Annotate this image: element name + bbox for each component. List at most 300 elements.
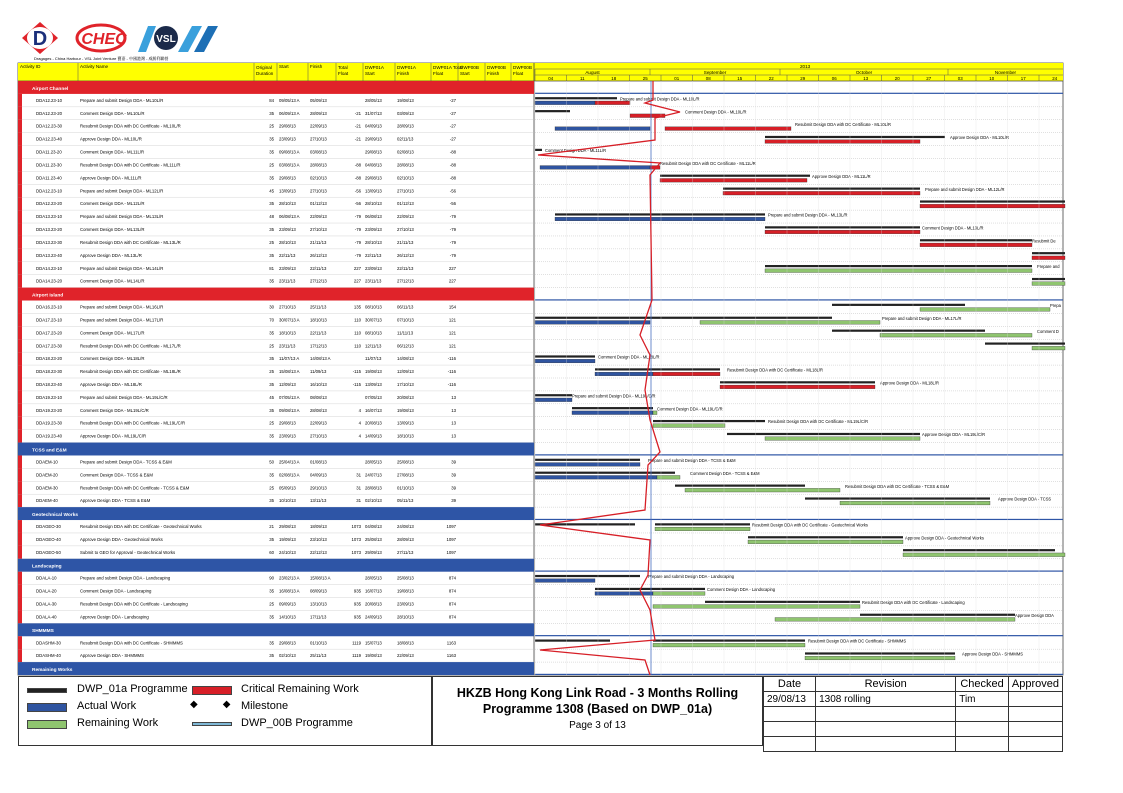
- start-date: 23/09/13: [279, 433, 296, 439]
- row-indicator: [18, 468, 22, 481]
- activity-id: DDA12.23-20: [36, 110, 63, 116]
- activity-id: DDA12.23-10: [36, 97, 63, 103]
- gantt-bar: [535, 110, 570, 112]
- gantt-bar: [535, 149, 542, 151]
- start-date: 18/10/13: [279, 330, 296, 336]
- dwp01a-finish: 28/09/13: [397, 123, 414, 129]
- dwp01a-finish: 22/11/13: [397, 265, 414, 271]
- orig-duration: 35: [269, 433, 274, 439]
- legend-critical-label: Critical Remaining Work: [241, 683, 359, 695]
- legend-remaining-label: Remaining Work: [77, 717, 159, 729]
- dwp01a-start: 19/08/13: [365, 653, 382, 659]
- rev-cell: [764, 722, 816, 737]
- gantt-bar: [535, 101, 595, 105]
- finish-date: 18/09/13: [310, 524, 327, 530]
- total-float: 1119: [352, 653, 361, 659]
- gantt-bar: [1032, 256, 1065, 260]
- start-date: 29/08/13: [279, 175, 296, 181]
- gantt-bar: [805, 656, 955, 660]
- gantt-bar-label: Resubmit De: [1032, 238, 1056, 244]
- dwp01a-float: 121: [448, 343, 456, 349]
- row-indicator: [18, 365, 22, 378]
- total-float: 1119: [352, 640, 361, 646]
- rev-cell: 29/08/13: [764, 692, 816, 707]
- row-indicator: [18, 339, 22, 352]
- gantt-bar: [685, 488, 840, 492]
- orig-duration: 35: [269, 110, 274, 116]
- dwp01a-finish: 02/11/13: [397, 136, 414, 142]
- orig-duration: 35: [269, 588, 274, 594]
- activity-id: DDA17.23-20: [36, 330, 63, 336]
- gantt-bar-label: Prepare and submit Design DDA - Landscaping: [648, 574, 735, 580]
- activity-id: DDAEM-20: [36, 472, 58, 478]
- activity-name: Resubmit Design DDA with DC Certificate - ML13L/R: [80, 239, 181, 245]
- activity-name: Approve Design DDA - ML10L/R: [80, 136, 142, 142]
- orig-duration: 35: [269, 330, 274, 336]
- gantt-bar-label: Prepare and submit Design DDA - ML10L/R: [620, 96, 700, 102]
- gantt-bar: [903, 549, 1055, 551]
- legend-dwp01a-swatch: [27, 688, 67, 693]
- rev-cell: 1308 rolling: [816, 692, 956, 707]
- gantt-bar-label: Comment Design DDA - ML10L/R: [685, 109, 747, 115]
- start-date: 15/08/13 A: [279, 369, 300, 375]
- gantt-bar-label: Resubmit Design DDA with DC Certificate - ML11L/R: [660, 160, 756, 166]
- timescale-week: 17: [1020, 76, 1026, 81]
- activity-name: Prepare and submit Design DDA - Landscaping: [80, 575, 171, 581]
- activity-name: Approve Design DDA - Geotechnical Works: [80, 536, 163, 542]
- total-float: 4: [358, 407, 361, 413]
- row-indicator: [18, 262, 22, 275]
- column-header-dwp00b-float: Float: [513, 71, 524, 76]
- gantt-bar: [535, 355, 595, 357]
- rev-cell: [1008, 692, 1062, 707]
- activity-name: Approve Design DDA - TCSS & E&M: [80, 498, 151, 504]
- dwp01a-float: -88: [449, 162, 456, 168]
- orig-duration: 25: [269, 123, 274, 129]
- dwp01a-start: 23/11/13: [365, 278, 382, 284]
- activity-name: Prepare and submit Design DDA - ML17L/R: [80, 317, 164, 323]
- gantt-bar-label: Resubmit Design DDA with DC Certificate - ML10L/R: [795, 122, 892, 128]
- row-indicator: [18, 301, 22, 314]
- finish-date: 22/09/13: [310, 420, 327, 426]
- activity-name: Comment Design DDA - Landscaping: [80, 588, 152, 594]
- activity-name: Resubmit Design DDA with DC Certificate - ML19L/C/R: [80, 420, 186, 426]
- group-band: [18, 81, 534, 94]
- finish-date: 26/12/13: [310, 252, 327, 258]
- total-float: 935: [353, 588, 361, 594]
- row-indicator: [18, 391, 22, 404]
- dwp01a-start: 08/10/13: [365, 304, 382, 310]
- activity-id: DDALA-10: [36, 575, 57, 581]
- total-float: 31: [356, 498, 361, 504]
- activity-name: Prepare and submit Design DDA - ML10L/R: [80, 97, 164, 103]
- row-indicator: [18, 249, 22, 262]
- timescale-week: 18: [611, 76, 617, 81]
- rev-cell: [956, 722, 1009, 737]
- dwp01a-start: 25/08/13: [365, 536, 382, 542]
- dwp01a-finish: 03/09/13: [397, 110, 414, 116]
- dwp01a-finish: 19/08/13: [397, 407, 414, 413]
- group-label: Geotechnical Works: [32, 512, 79, 518]
- group-band-gantt: [535, 570, 1063, 571]
- gantt-bar-label: Comment Design DDA - ML18L/R: [598, 354, 660, 360]
- gantt-bar: [655, 527, 750, 531]
- timescale-week: 27: [926, 76, 932, 81]
- activity-id: DDA18.23-40: [36, 382, 63, 388]
- dwp01a-start: 13/09/13: [365, 382, 382, 388]
- rev-cell: [764, 707, 816, 722]
- gantt-bar: [555, 217, 765, 221]
- timescale-week: 20: [894, 76, 900, 81]
- start-date: 16/08/13 A: [279, 588, 300, 594]
- activity-name: Resubmit Design DDA with DC Certificate - ML18L/R: [80, 369, 181, 375]
- timescale-week: 13: [863, 76, 869, 81]
- total-float: 227: [353, 278, 361, 284]
- row-indicator: [18, 404, 22, 417]
- start-date: 09/09/13: [279, 601, 296, 607]
- column-header-dwp00b-start: Start: [460, 71, 470, 76]
- gantt-bar: [595, 372, 653, 376]
- dwp01a-finish: 14/08/13: [397, 356, 414, 362]
- gantt-bar-label: Prepare and submit Design DDA - ML13L/R: [768, 212, 848, 218]
- activity-name: Comment Design DDA - ML17L/R: [80, 330, 145, 336]
- activity-name: Comment Design DDA - ML10L/R: [80, 110, 145, 116]
- start-date: 03/08/13 A: [279, 162, 300, 168]
- gantt-bar: [832, 330, 985, 332]
- dwp01a-start: 14/09/13: [365, 433, 382, 439]
- group-band: [18, 288, 534, 301]
- dwp01a-finish: 05/11/13: [397, 498, 414, 504]
- title-line-2: Programme 1308 (Based on DWP_01a): [482, 702, 713, 716]
- activity-id: DDA12.23-10: [36, 188, 63, 194]
- row-indicator: [18, 326, 22, 339]
- finish-date: 17/12/13: [310, 343, 327, 349]
- dwp01a-start: 04/08/13: [365, 524, 382, 530]
- dwp01a-float: -27: [449, 136, 456, 142]
- activity-id: DDA17.23-30: [36, 343, 63, 349]
- dwp01a-finish: 23/09/13: [397, 601, 414, 607]
- dwp01a-float: -27: [449, 110, 456, 116]
- column-header-orig-duration: Duration: [256, 71, 274, 76]
- total-float: 935: [353, 601, 361, 607]
- orig-duration: 35: [269, 536, 274, 542]
- gantt-bar: [660, 175, 810, 177]
- activity-id: DDA19.23-40: [36, 433, 63, 439]
- dwp01a-finish: 18/08/13: [397, 640, 414, 646]
- gantt-bar: [572, 407, 653, 409]
- total-float: 110: [354, 317, 361, 323]
- dwp01a-finish: 21/11/13: [397, 239, 414, 245]
- rev-header-revision: Revision: [816, 677, 956, 692]
- dwp01a-start: 13/09/13: [365, 188, 382, 194]
- row-indicator: [18, 133, 22, 146]
- orig-duration: 35: [269, 252, 274, 258]
- orig-duration: 45: [269, 188, 274, 194]
- start-date: 22/11/13: [279, 252, 296, 258]
- activity-name: Comment Design DDA - ML12L/R: [80, 201, 145, 207]
- start-date: 09/08/13 A: [279, 407, 300, 413]
- revision-table: [763, 676, 1063, 746]
- finish-date: 18/10/13: [310, 317, 327, 323]
- activity-name: Resubmit Design DDA with DC Certificate - Geotechnical Works: [80, 524, 202, 530]
- gantt-bar-label: Approve Design DDA - Geotechnical Works: [905, 535, 984, 541]
- finish-date: 28/08/13: [310, 162, 327, 168]
- dwp01a-finish: 07/10/13: [397, 317, 414, 323]
- activity-id: DDA12.23-30: [36, 123, 63, 129]
- orig-duration: 35: [269, 227, 274, 233]
- gantt-bar: [653, 372, 720, 376]
- activity-name: Prepare and submit Design DDA - ML19L/C/R: [80, 394, 168, 400]
- column-header-dwp00b-float: DWP00B: [513, 65, 532, 70]
- total-float: 935: [353, 614, 361, 620]
- dwp01a-finish: 22/09/13: [397, 653, 414, 659]
- activity-id: DDASHM-30: [36, 640, 61, 646]
- column-header-total-float: Float: [338, 71, 349, 76]
- activity-id: DDAGEO-50: [36, 549, 61, 555]
- row-indicator: [18, 481, 22, 494]
- column-header-orig-duration: Original: [256, 65, 272, 70]
- dwp01a-start: 12/11/13: [365, 343, 382, 349]
- gantt-bar: [805, 497, 990, 499]
- total-float: 31: [356, 485, 361, 491]
- gantt-bar: [748, 536, 903, 538]
- total-float: -79: [354, 214, 361, 220]
- rev-header-date: Date: [764, 677, 816, 692]
- finish-date: 22/12/13: [310, 549, 327, 555]
- orig-duration: 48: [269, 214, 274, 220]
- dwp01a-finish: 25/08/13: [397, 575, 414, 581]
- row-indicator: [18, 417, 22, 430]
- group-label: Airport Island: [32, 293, 64, 299]
- gantt-bar: [920, 204, 1065, 208]
- activity-id: DDASHM-40: [36, 653, 61, 659]
- activity-name: Comment Design DDA - TCSS & E&M: [80, 472, 153, 478]
- gantt-bar: [1032, 252, 1065, 254]
- start-date: 23/09/13: [279, 265, 296, 271]
- gantt-bar: [555, 127, 650, 131]
- timescale-month: September: [703, 70, 727, 75]
- orig-duration: 25: [269, 601, 274, 607]
- dwp01a-finish: 06/12/13: [397, 343, 414, 349]
- dwp01a-start: 16/07/13: [365, 588, 382, 594]
- gantt-bar-label: Comment Design DDA - TCSS & E&M: [690, 470, 760, 476]
- orig-duration: 35: [269, 278, 274, 284]
- dwp01a-start: 29/09/13: [365, 136, 382, 142]
- finish-date: 01/08/13: [310, 459, 327, 465]
- start-date: 23/11/13: [279, 343, 296, 349]
- svg-text:VSL: VSL: [156, 34, 176, 45]
- group-band-gantt: [535, 674, 1063, 675]
- timescale-week: 22: [768, 76, 774, 81]
- rev-cell: [816, 707, 956, 722]
- start-date: 12/09/13: [279, 382, 296, 388]
- dwp01a-float: -116: [447, 382, 456, 388]
- dwp01a-float: -27: [449, 97, 456, 103]
- dwp01a-finish: 24/08/13: [397, 524, 414, 530]
- dwp01a-start: 28/08/13: [365, 485, 382, 491]
- orig-duration: 35: [269, 498, 274, 504]
- gantt-bar: [705, 601, 860, 603]
- dwp01a-finish: 25/08/13: [397, 459, 414, 465]
- activity-name: Resubmit Design DDA with DC Certificate - ML17L/R: [80, 343, 181, 349]
- svg-text:CHEC: CHEC: [81, 31, 127, 48]
- finish-date: 22/09/13: [310, 214, 327, 220]
- dwp01a-float: -56: [449, 188, 456, 194]
- orig-duration: 35: [269, 136, 274, 142]
- row-indicator: [18, 184, 22, 197]
- gantt-bar: [765, 265, 1032, 267]
- group-label: Remaining Works: [32, 667, 73, 673]
- dwp01a-finish: 12/09/13: [397, 369, 414, 375]
- dwp01a-float: 39: [451, 485, 456, 491]
- gantt-bar: [1032, 282, 1065, 286]
- column-header-dwp00b-finish: Finish: [487, 71, 500, 76]
- finish-date: 25/11/13: [310, 653, 327, 659]
- activity-name: Approve Design DDA - ML18L/R: [80, 382, 142, 388]
- activity-id: DDALA-20: [36, 588, 57, 594]
- start-date: 23/09/13: [279, 227, 296, 233]
- activity-name: Approve Design DDA - ML19L/C/R: [80, 433, 147, 439]
- dwp01a-start: 23/09/13: [365, 227, 382, 233]
- row-indicator: [18, 572, 22, 585]
- dwp01a-start: 20/08/13: [365, 601, 382, 607]
- finish-date: 27/10/13: [310, 136, 327, 142]
- dwp01a-start: 04/08/13: [365, 162, 382, 168]
- gantt-bar: [535, 472, 675, 474]
- activity-name: Comment Design DDA - ML19L/C/R: [80, 407, 149, 413]
- activity-name: Resubmit Design DDA with DC Certificate - TCSS & E&M: [80, 485, 190, 491]
- dwp01a-finish: 19/08/13: [397, 588, 414, 594]
- gantt-bar: [1032, 346, 1065, 350]
- start-date: 19/09/13: [279, 536, 296, 542]
- gantt-bar: [595, 101, 630, 105]
- gantt-bar-label: Resubmit Design DDA with DC Certificate - Landscaping: [862, 599, 965, 605]
- activity-id: DDA18.23-20: [36, 356, 63, 362]
- dwp01a-float: 39: [451, 498, 456, 504]
- orig-duration: 25: [269, 162, 274, 168]
- activity-name: Comment Design DDA - ML18L/R: [80, 356, 145, 362]
- activity-name: Resubmit Design DDA with DC Certificate - Landscaping: [80, 601, 188, 607]
- timescale-week: 25: [642, 76, 648, 81]
- dwp01a-start: 08/10/13: [365, 330, 382, 336]
- dwp01a-float: 13: [451, 420, 456, 426]
- activity-id: DDA19.23-10: [36, 394, 63, 400]
- row-indicator: [18, 210, 22, 223]
- total-float: -79: [354, 227, 361, 233]
- total-float: 4: [358, 420, 361, 426]
- group-band: [18, 623, 534, 636]
- gantt-bar: [920, 200, 1065, 202]
- legend-dwp00b-swatch: [192, 722, 232, 726]
- finish-date: 22/11/13: [310, 330, 327, 336]
- row-indicator: [18, 494, 22, 507]
- orig-duration: 35: [269, 472, 274, 478]
- group-label: TCSS and E&M: [32, 448, 67, 454]
- dwp01a-float: -79: [449, 227, 456, 233]
- start-date: 24/10/13: [279, 549, 296, 555]
- row-indicator: [18, 146, 22, 159]
- gantt-bar: [657, 475, 680, 479]
- start-date: 13/09/13: [279, 188, 296, 194]
- orig-duration: 35: [269, 407, 274, 413]
- activity-id: DDA18.23-30: [36, 369, 63, 375]
- gantt-bar: [535, 463, 640, 467]
- finish-date: 01/12/13: [310, 201, 327, 207]
- start-date: 09/08/13 A: [279, 149, 300, 155]
- dwp01a-float: -88: [449, 149, 456, 155]
- total-float: -56: [354, 188, 361, 194]
- gantt-bar: [985, 342, 1065, 344]
- activity-id: DDA11.23-30: [36, 162, 62, 168]
- dwp01a-start: 04/09/13: [365, 123, 382, 129]
- gantt-bar: [748, 540, 903, 544]
- activity-name: Prepare and submit Design DDA - ML13L/R: [80, 214, 164, 220]
- start-date: 23/02/13 A: [279, 575, 300, 581]
- gantt-bar-label: Approve Design DDA - SHMMMS: [962, 651, 1023, 657]
- timescale-week: 15: [737, 76, 743, 81]
- rev-cell: [1008, 707, 1062, 722]
- group-band-gantt: [535, 519, 1063, 520]
- row-indicator: [18, 158, 22, 171]
- orig-duration: 35: [269, 640, 274, 646]
- gantt-bar: [765, 226, 920, 228]
- gantt-bar: [653, 605, 860, 609]
- gantt-bar: [665, 127, 791, 131]
- gantt-bar-label: Prepare and: [1037, 264, 1060, 270]
- total-float: 4: [358, 433, 361, 439]
- rev-header-checked: Checked: [956, 677, 1009, 692]
- dwp01a-start: 19/08/13: [365, 369, 382, 375]
- gantt-bar: [765, 437, 920, 441]
- group-band: [18, 443, 534, 456]
- start-date: 02/08/13 A: [279, 472, 300, 478]
- row-indicator: [18, 598, 22, 611]
- dwp01a-start: 29/09/13: [365, 549, 382, 555]
- gantt-bar: [555, 213, 765, 215]
- gantt-bar-label: Comment Design DDA - Landscaping: [707, 587, 776, 593]
- group-band: [18, 559, 534, 572]
- gantt-bar: [535, 575, 640, 577]
- row-indicator: [18, 197, 22, 210]
- row-indicator: [18, 520, 22, 533]
- orig-duration: 25: [269, 343, 274, 349]
- finish-date: 02/10/13: [310, 175, 327, 181]
- finish-date: 27/10/13: [310, 433, 327, 439]
- activity-id: DDA13.23-30: [36, 239, 63, 245]
- row-indicator: [18, 378, 22, 391]
- dwp01a-start: 23/09/13: [365, 265, 382, 271]
- gantt-bar: [535, 475, 657, 479]
- rev-cell: [816, 737, 956, 752]
- dwp01a-start: 30/07/13: [365, 317, 382, 323]
- start-date: 23/11/13: [279, 278, 296, 284]
- gantt-bar: [720, 381, 875, 383]
- activity-id: DDA13.23-20: [36, 227, 63, 233]
- group-band-gantt: [535, 93, 1063, 94]
- joint-venture-caption: Dragages - China Harbour - VSL Joint Venture 寶嘉 - 中國港灣 - 威勝利聯營: [34, 56, 169, 61]
- dwp01a-finish: 22/09/13: [397, 214, 414, 220]
- rev-cell: [1008, 737, 1062, 752]
- gantt-bar: [765, 140, 920, 144]
- dwp01a-finish: 27/08/13: [397, 472, 414, 478]
- gantt-bar-label: Approve Design DDA: [1015, 612, 1054, 618]
- timescale-week: 11: [579, 76, 585, 81]
- dwp01a-finish: 27/11/13: [397, 549, 414, 555]
- orig-duration: 35: [269, 614, 274, 620]
- legend-remaining-swatch: [27, 720, 67, 729]
- activity-name: Resubmit Design DDA with DC Certificate - SHMMMS: [80, 640, 183, 646]
- total-float: -115: [352, 369, 361, 375]
